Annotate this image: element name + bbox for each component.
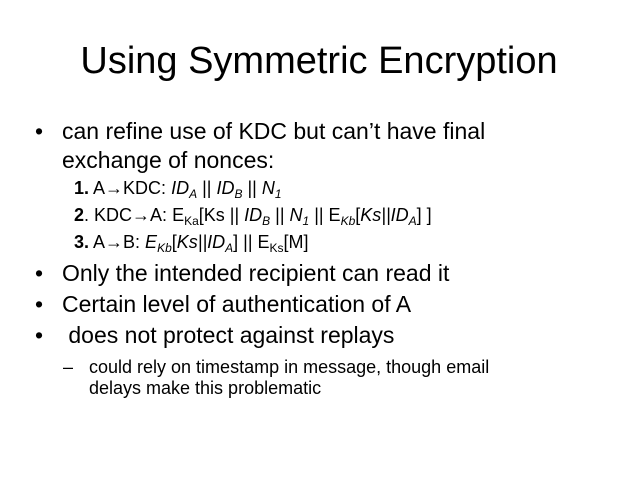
key-subscript: Ks <box>269 241 284 255</box>
ticket-content: Ks||ID <box>360 205 409 225</box>
protocol-step-1 <box>74 177 282 199</box>
step-receiver: A: <box>150 205 173 225</box>
payload-text: [Ks || <box>198 205 245 225</box>
separator: || <box>197 178 217 198</box>
step-number: 3. <box>74 232 90 252</box>
id-b-subscript: B <box>262 214 271 228</box>
bullet-marker: • <box>35 260 44 286</box>
bullet-text: can refine use of KDC but can’t have final <box>62 118 486 144</box>
arrow-icon: → <box>105 232 124 252</box>
subpoint-marker: – <box>63 357 74 377</box>
bullet-marker: • <box>35 291 44 317</box>
subpoint-text: could rely on timestamp in message, though email <box>89 357 490 377</box>
separator: || <box>242 178 262 198</box>
key-subscript: Kb <box>157 241 172 255</box>
nonce: N <box>289 205 303 225</box>
payload-text: [M] <box>283 232 309 252</box>
bullet-text: Only the intended recipient can read it <box>62 260 450 286</box>
subpoint-text-continued: delays make this problematic <box>89 378 322 398</box>
step-number: 2 <box>74 205 85 225</box>
arrow-icon: → <box>105 178 124 198</box>
id-a: ID <box>171 178 190 198</box>
step-sender: KDC <box>94 205 133 225</box>
bullet-text: does not protect against replays <box>62 322 395 348</box>
key-subscript: Kb <box>340 214 356 228</box>
protocol-step-3 <box>74 231 309 253</box>
bullet-marker: • <box>35 118 44 144</box>
key-subscript: Ka <box>184 214 199 228</box>
nonce-subscript: 1 <box>274 187 282 201</box>
step-sender: A <box>93 178 106 198</box>
id-b: ID <box>216 178 235 198</box>
id-a-subscript: A <box>189 187 198 201</box>
id-a-subscript: A <box>408 214 417 228</box>
ticket-content: Ks||ID <box>176 232 226 252</box>
payload-text: [ <box>355 205 361 225</box>
step-receiver: KDC: <box>123 178 172 198</box>
step-number-dot: . <box>84 205 95 225</box>
protocol-step-2 <box>74 204 432 226</box>
bullet-marker: • <box>35 322 44 348</box>
id-b: ID <box>244 205 263 225</box>
arrow-icon: → <box>132 205 151 225</box>
step-receiver: B: <box>123 232 146 252</box>
bullet-text: Certain level of authentication of A <box>62 291 412 317</box>
nonce-subscript: 1 <box>302 214 310 228</box>
separator: || <box>270 205 290 225</box>
payload-text: ] || E <box>233 232 270 252</box>
id-a-subscript: A <box>225 241 234 255</box>
bullet-text-continued: exchange of nonces: <box>62 147 275 173</box>
encrypt-symbol: E <box>172 205 185 225</box>
payload-text: ] ] <box>416 205 432 225</box>
encrypt-symbol: E <box>145 232 158 252</box>
slide-title: Using Symmetric Encryption <box>80 40 558 82</box>
separator: || E <box>309 205 341 225</box>
step-number: 1. <box>74 178 90 198</box>
id-b-subscript: B <box>234 187 243 201</box>
payload-text: [ <box>171 232 177 252</box>
step-sender: A <box>89 232 106 252</box>
nonce: N <box>261 178 275 198</box>
